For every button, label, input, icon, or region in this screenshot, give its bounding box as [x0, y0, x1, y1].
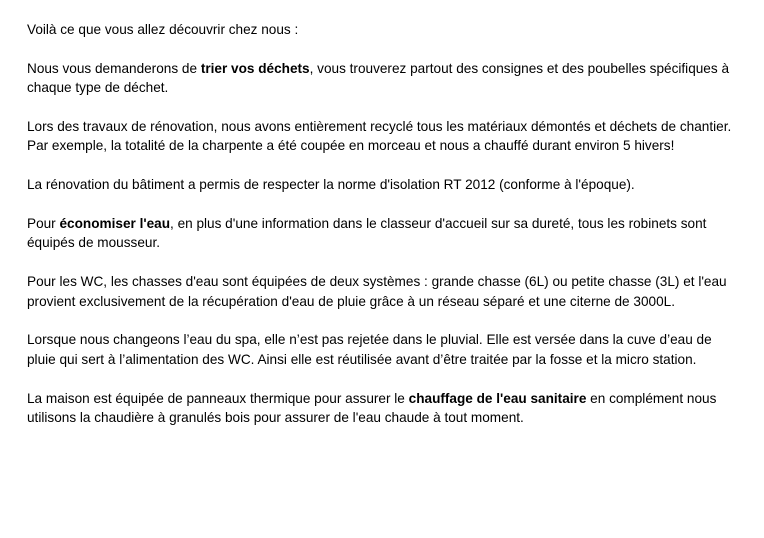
water-heating-text-before: La maison est équipée de panneaux thermique pour assurer le: [27, 390, 409, 406]
wc-paragraph: Pour les WC, les chasses d'eau sont équipées de deux systèmes : grande chasse (6L) ou petite chasse (3L) et l'eau provient exclusivement de la récupération d'eau de pluie grâce à un réseau séparé et une citerne de 3000L.: [27, 274, 727, 309]
water-heating-emphasis: chauffage de l'eau sanitaire: [408, 390, 587, 406]
waste-sorting-text-before: Nous vous demanderons de: [27, 60, 201, 76]
water-heating-text-after: en complément nous utilisons la chaudière à granulés bois pour assurer de l'eau chaude à tout moment.: [27, 390, 717, 426]
water-saving-text-after: , en plus d'une information dans le classeur d'accueil sur sa dureté, tous les robinets sont équipés de mousseur.: [27, 216, 707, 251]
spa-paragraph: Lorsque nous changeons l’eau du spa, elle n’est pas rejetée dans le pluvial. Elle est versée dans la cuve d’eau de pluie qui sert à l’alimentation des WC. Ainsi elle est réutilisée avant d’être traitée par la fosse et la micro station.: [27, 332, 712, 367]
waste-sorting-text-after: , vous trouverez partout des consignes et des poubelles spécifiques à chaque type de déchet.: [27, 60, 730, 96]
waste-sorting-emphasis: trier vos déchets: [200, 60, 310, 76]
water-heating-paragraph: [27, 389, 739, 428]
intro-paragraph: Voilà ce que vous allez découvrir chez nous :: [27, 22, 299, 37]
water-saving-paragraph: [27, 214, 739, 253]
insulation-paragraph: La rénovation du bâtiment a permis de respecter la norme d'isolation RT 2012 (conforme à l'époque).: [27, 177, 635, 193]
water-saving-emphasis: économiser l'eau: [59, 216, 171, 231]
waste-sorting-paragraph: [27, 59, 739, 98]
water-saving-text-before: Pour: [27, 216, 60, 231]
renovation-paragraph: Lors des travaux de rénovation, nous avons entièrement recyclé tous les matériaux démontés et déchets de chantier. Par exemple, la totalité de la charpente a été coupée en morceau et nous a chauffé durant environ 5 hivers!: [27, 119, 732, 154]
